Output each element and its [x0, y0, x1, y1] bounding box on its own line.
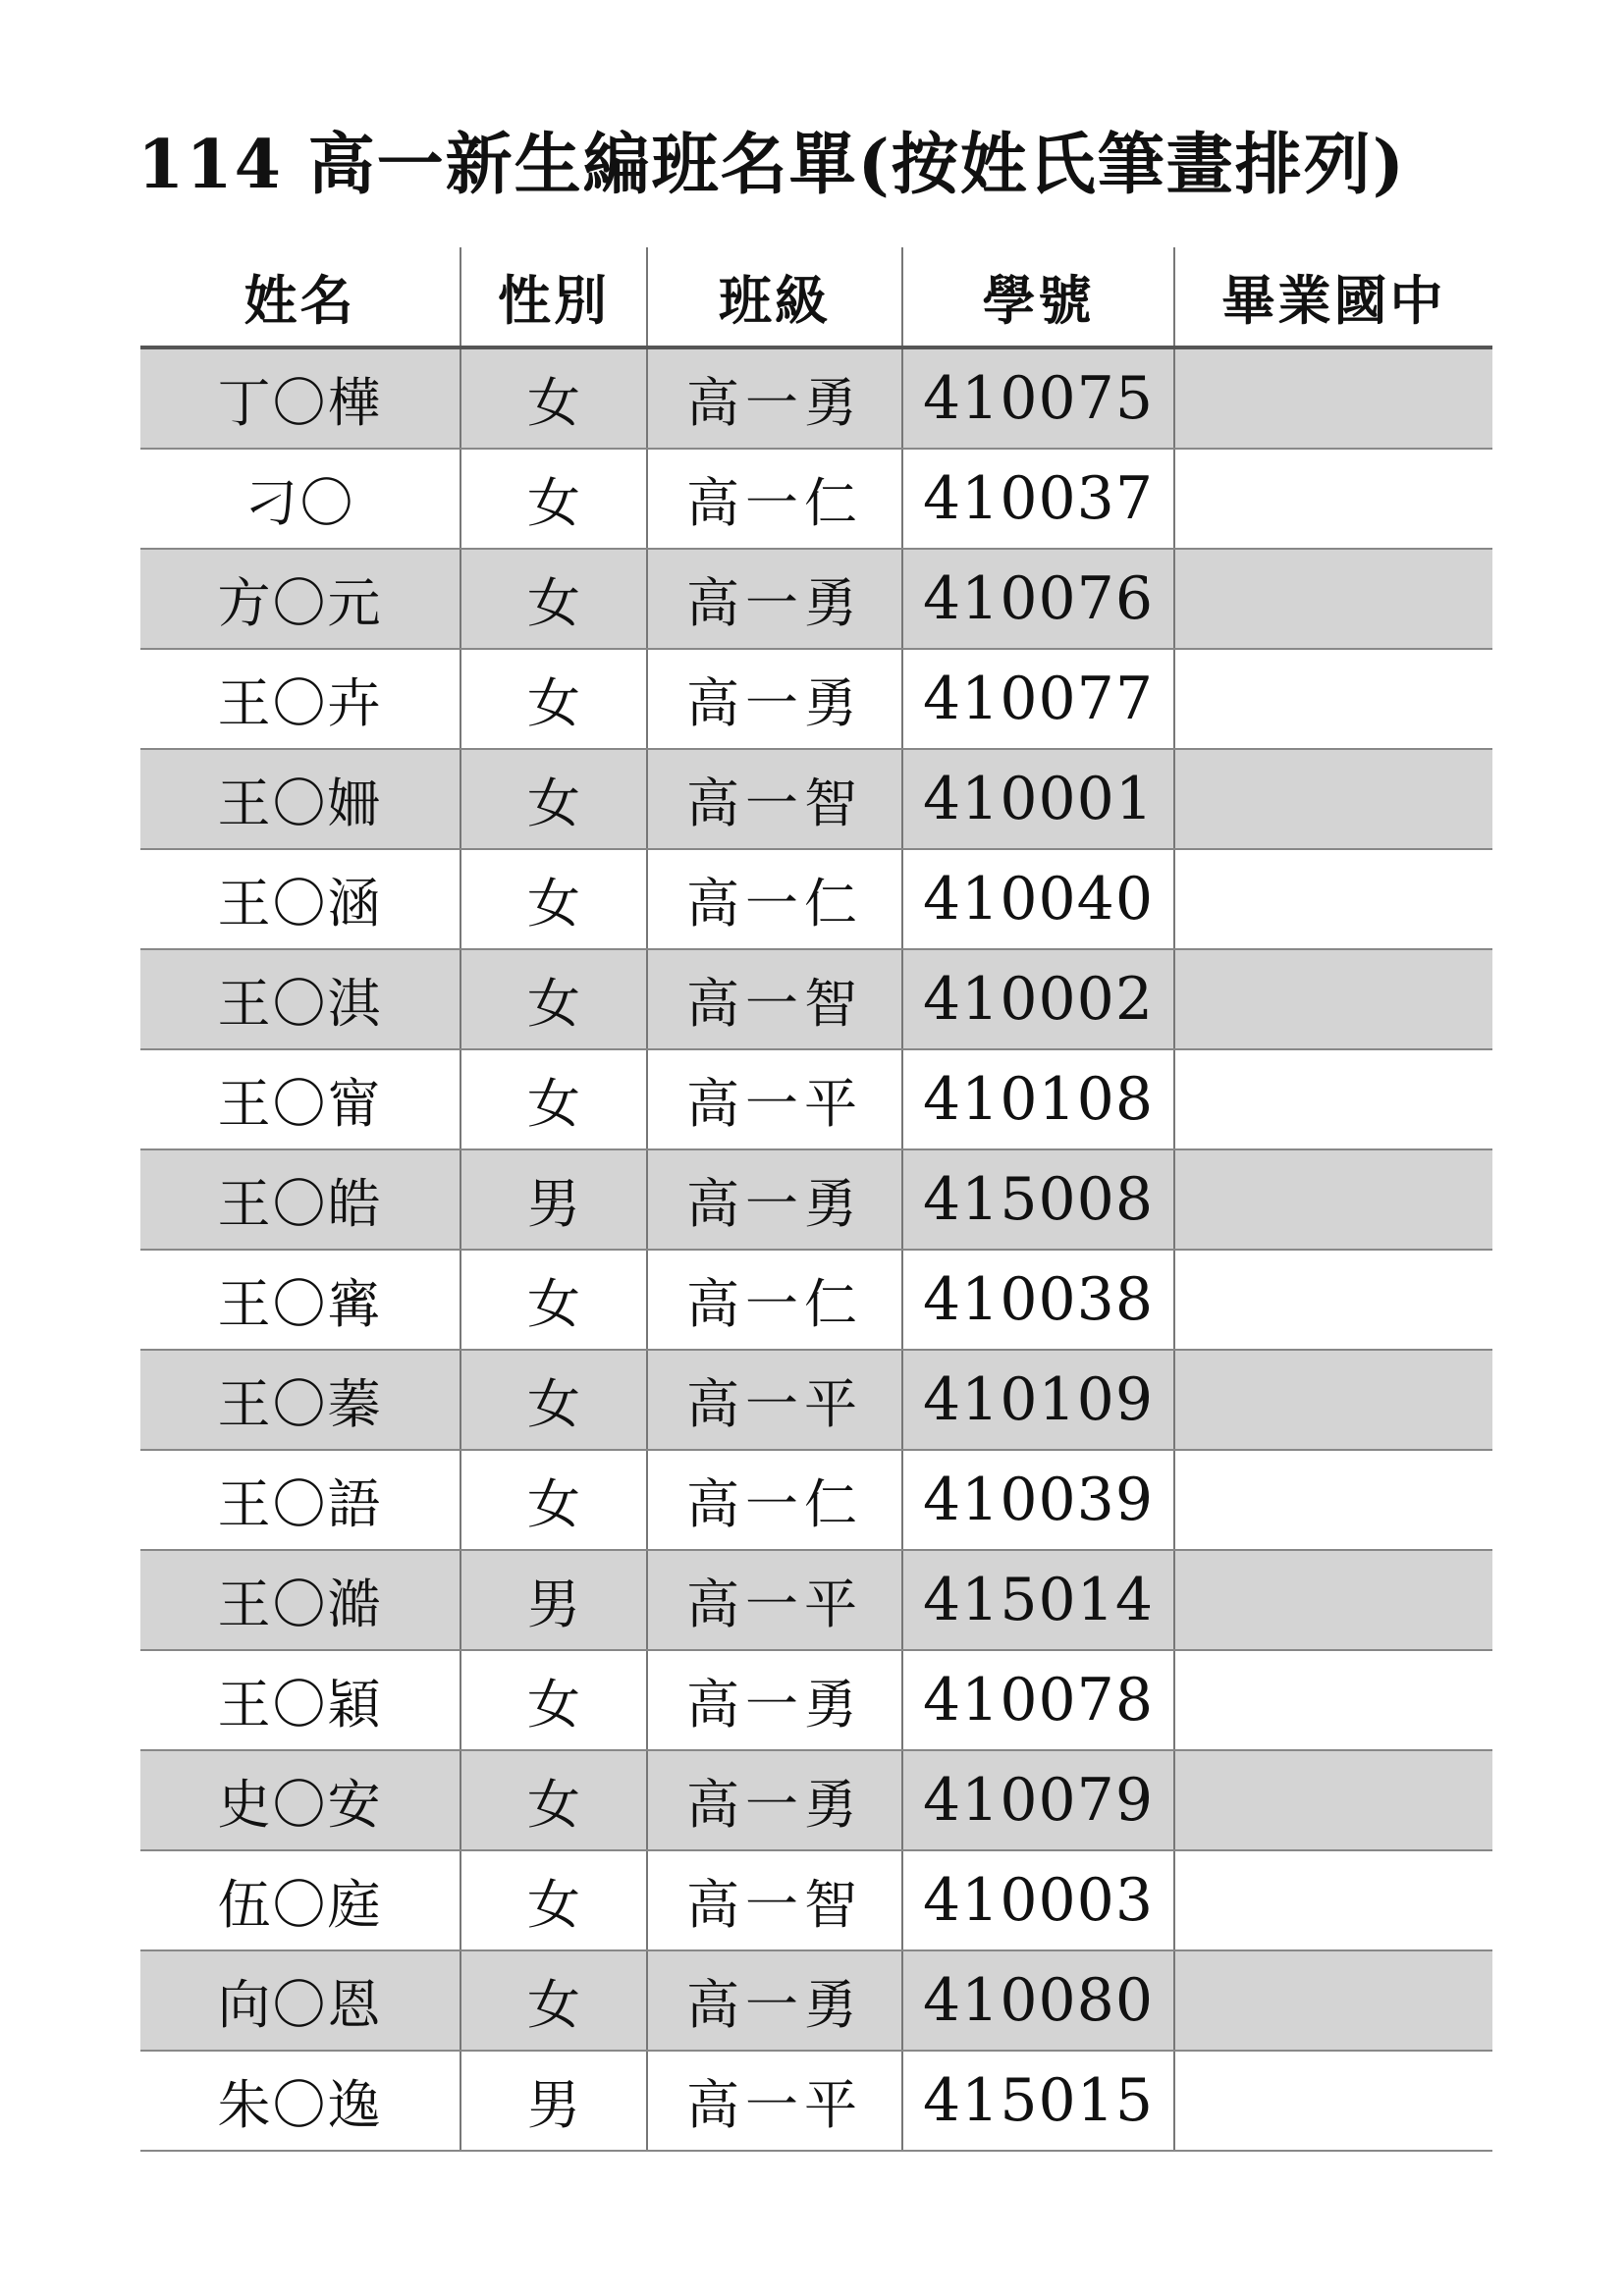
table-row	[140, 1350, 1492, 1450]
gender-cell: 女	[460, 347, 647, 449]
junior-high-cell	[1174, 1149, 1492, 1250]
table-row	[140, 1950, 1492, 2051]
student-roster-table	[140, 247, 1492, 2152]
class-cell: 高一平	[647, 1350, 902, 1450]
junior-high-cell	[1174, 1250, 1492, 1350]
student-id-cell: 410109	[902, 1350, 1174, 1450]
column-header-class: 班級	[647, 247, 902, 347]
gender-cell: 男	[460, 1550, 647, 1650]
gender-cell: 女	[460, 649, 647, 749]
student-name-cell: 朱〇逸	[140, 2051, 460, 2151]
junior-high-cell	[1174, 849, 1492, 949]
class-cell: 高一智	[647, 749, 902, 849]
student-id-cell: 415008	[902, 1149, 1174, 1250]
column-header-junior-high: 畢業國中	[1174, 247, 1492, 347]
student-name-cell: 王〇澔	[140, 1550, 460, 1650]
table-row	[140, 1149, 1492, 1250]
student-name-cell: 王〇穎	[140, 1650, 460, 1750]
student-name-cell: 王〇蓁	[140, 1350, 460, 1450]
gender-cell: 女	[460, 1750, 647, 1850]
table-row	[140, 549, 1492, 649]
gender-cell: 女	[460, 1049, 647, 1149]
junior-high-cell	[1174, 549, 1492, 649]
student-name-cell: 王〇語	[140, 1450, 460, 1550]
table-row	[140, 1750, 1492, 1850]
student-id-cell: 410037	[902, 449, 1174, 549]
student-name-cell: 伍〇庭	[140, 1850, 460, 1950]
student-id-cell: 410003	[902, 1850, 1174, 1950]
gender-cell: 女	[460, 1450, 647, 1550]
junior-high-cell	[1174, 649, 1492, 749]
class-cell: 高一勇	[647, 347, 902, 449]
table-row	[140, 1450, 1492, 1550]
class-cell: 高一智	[647, 949, 902, 1049]
student-id-cell: 410038	[902, 1250, 1174, 1350]
student-id-cell: 410078	[902, 1650, 1174, 1750]
student-name-cell: 史〇安	[140, 1750, 460, 1850]
class-cell: 高一勇	[647, 1750, 902, 1850]
student-id-cell: 410001	[902, 749, 1174, 849]
junior-high-cell	[1174, 1750, 1492, 1850]
table-header-row	[140, 247, 1492, 347]
student-name-cell: 王〇卉	[140, 649, 460, 749]
student-id-cell: 410108	[902, 1049, 1174, 1149]
class-cell: 高一勇	[647, 549, 902, 649]
junior-high-cell	[1174, 749, 1492, 849]
table-row	[140, 849, 1492, 949]
gender-cell: 女	[460, 449, 647, 549]
student-name-cell: 王〇皓	[140, 1149, 460, 1250]
class-cell: 高一平	[647, 1550, 902, 1650]
student-id-cell: 415015	[902, 2051, 1174, 2151]
class-cell: 高一仁	[647, 1250, 902, 1350]
gender-cell: 女	[460, 549, 647, 649]
junior-high-cell	[1174, 1650, 1492, 1750]
table-row	[140, 347, 1492, 449]
table-row	[140, 449, 1492, 549]
table-row	[140, 1250, 1492, 1350]
class-cell: 高一平	[647, 1049, 902, 1149]
student-id-cell: 415014	[902, 1550, 1174, 1650]
class-cell: 高一勇	[647, 649, 902, 749]
student-id-cell: 410040	[902, 849, 1174, 949]
student-name-cell: 王〇姍	[140, 749, 460, 849]
student-name-cell: 王〇涵	[140, 849, 460, 949]
column-header-gender: 性別	[460, 247, 647, 347]
gender-cell: 女	[460, 1650, 647, 1750]
class-cell: 高一勇	[647, 1950, 902, 2051]
gender-cell: 女	[460, 1350, 647, 1450]
gender-cell: 男	[460, 1149, 647, 1250]
class-cell: 高一智	[647, 1850, 902, 1950]
gender-cell: 女	[460, 849, 647, 949]
junior-high-cell	[1174, 449, 1492, 549]
table-row	[140, 1550, 1492, 1650]
junior-high-cell	[1174, 949, 1492, 1049]
junior-high-cell	[1174, 1450, 1492, 1550]
class-cell: 高一平	[647, 2051, 902, 2151]
class-cell: 高一仁	[647, 449, 902, 549]
junior-high-cell	[1174, 2051, 1492, 2151]
table-row	[140, 1850, 1492, 1950]
junior-high-cell	[1174, 1950, 1492, 2051]
class-cell: 高一仁	[647, 1450, 902, 1550]
class-cell: 高一勇	[647, 1650, 902, 1750]
column-header-student-id: 學號	[902, 247, 1174, 347]
student-id-cell: 410076	[902, 549, 1174, 649]
gender-cell: 女	[460, 1250, 647, 1350]
column-header-name: 姓名	[140, 247, 460, 347]
gender-cell: 女	[460, 1950, 647, 2051]
document-title: 114 高一新生編班名單(按姓氏筆畫排列)	[137, 126, 1406, 204]
student-id-cell: 410002	[902, 949, 1174, 1049]
student-id-cell: 410039	[902, 1450, 1174, 1550]
class-cell: 高一勇	[647, 1149, 902, 1250]
class-cell: 高一仁	[647, 849, 902, 949]
student-id-cell: 410080	[902, 1950, 1174, 2051]
gender-cell: 男	[460, 2051, 647, 2151]
table-row	[140, 2051, 1492, 2151]
student-name-cell: 刁〇	[140, 449, 460, 549]
table-row	[140, 949, 1492, 1049]
table-row	[140, 749, 1492, 849]
student-name-cell: 向〇恩	[140, 1950, 460, 2051]
gender-cell: 女	[460, 1850, 647, 1950]
junior-high-cell	[1174, 1049, 1492, 1149]
gender-cell: 女	[460, 749, 647, 849]
student-name-cell: 方〇元	[140, 549, 460, 649]
student-name-cell: 王〇甯	[140, 1049, 460, 1149]
table-row	[140, 1049, 1492, 1149]
junior-high-cell	[1174, 347, 1492, 449]
junior-high-cell	[1174, 1350, 1492, 1450]
junior-high-cell	[1174, 1850, 1492, 1950]
student-id-cell: 410079	[902, 1750, 1174, 1850]
student-name-cell: 王〇寗	[140, 1250, 460, 1350]
table-row	[140, 649, 1492, 749]
gender-cell: 女	[460, 949, 647, 1049]
table-row	[140, 1650, 1492, 1750]
student-name-cell: 丁〇樺	[140, 347, 460, 449]
student-name-cell: 王〇淇	[140, 949, 460, 1049]
junior-high-cell	[1174, 1550, 1492, 1650]
student-id-cell: 410077	[902, 649, 1174, 749]
student-id-cell: 410075	[902, 347, 1174, 449]
